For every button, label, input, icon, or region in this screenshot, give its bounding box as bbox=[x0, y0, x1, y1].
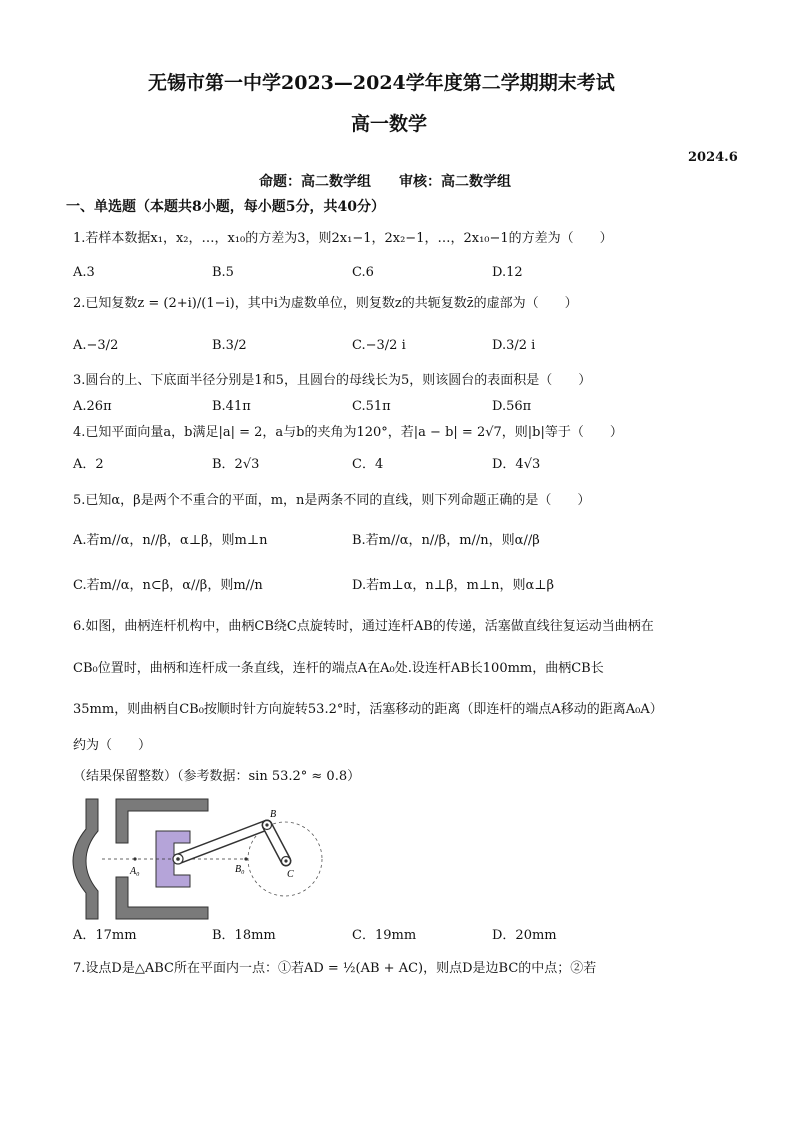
q4-option-b: B．2√3 bbox=[212, 457, 260, 472]
q3-stem: 3.圆台的上、下底面半径分别是1和5，且圆台的母线长为5，则该圆台的表面积是（ ） bbox=[73, 373, 592, 388]
q2-option-b: B.3/2 bbox=[212, 338, 247, 353]
q4-option-d: D．4√3 bbox=[492, 457, 541, 472]
q6-line2: CB₀位置时，曲柄和连杆成一条直线，连杆的端点A在A₀处.设连杆AB长100mm，曲柄CB长 bbox=[73, 661, 604, 676]
connecting-rod-fill bbox=[178, 825, 267, 859]
q5-option-c: C.若m//α，n⊂β，α//β，则m//n bbox=[73, 578, 263, 593]
cylinder-wall-left bbox=[73, 799, 98, 919]
q4-stem: 4.已知平面向量a，b满足|a| = 2，a与b的夹角为120°，若|a − b| = 2√7，则|b|等于（ ） bbox=[73, 425, 623, 440]
q6-note: （结果保留整数）（参考数据：sin 53.2° ≈ 0.8） bbox=[73, 769, 361, 784]
exam-subject: 高一数学 bbox=[351, 113, 428, 135]
q1-option-b: B.5 bbox=[212, 265, 234, 280]
q6-option-b: B．18mm bbox=[212, 928, 276, 943]
label-b0: B₀ bbox=[235, 864, 245, 875]
q3-option-a: A.26π bbox=[73, 399, 112, 414]
q1-option-d: D.12 bbox=[492, 265, 523, 280]
q1-option-a: A.3 bbox=[73, 265, 95, 280]
q4-option-c: C．4 bbox=[352, 457, 384, 472]
q6-line3: 35mm，则曲柄自CB₀按顺时针方向旋转53.2°时，活塞移动的距离（即连杆的端点A移动的距离A₀A） bbox=[73, 702, 663, 717]
exam-title: 无锡市第一中学2023—2024学年度第二学期期末考试 bbox=[148, 72, 615, 94]
q2-option-d: D.3/2 i bbox=[492, 338, 536, 353]
exam-authors: 命题：高二数学组 审核：高二数学组 bbox=[259, 174, 511, 190]
q6-line4: 约为（ ） bbox=[73, 738, 152, 753]
q3-option-d: D.56π bbox=[492, 399, 532, 414]
crank-fill bbox=[267, 825, 286, 861]
q3-option-b: B.41π bbox=[212, 399, 251, 414]
q2-stem: 2.已知复数z = (2+i)/(1−i)，其中i为虚数单位，则复数z的共轭复数z̄的虚部为（ ） bbox=[73, 296, 578, 311]
q5-option-b: B.若m//α，n//β，m//n，则α//β bbox=[352, 533, 540, 548]
q5-option-a: A.若m//α，n//β，α⊥β，则m⊥n bbox=[73, 533, 268, 548]
q1-stem: 1.若样本数据x₁，x₂，…，x₁₀的方差为3，则2x₁−1，2x₂−1，…，2x₁₀−1的方差为（ ） bbox=[73, 231, 613, 246]
q6-option-d: D．20mm bbox=[492, 928, 557, 943]
q5-option-d: D.若m⊥α，n⊥β，m⊥n，则α⊥β bbox=[352, 578, 554, 593]
q6-option-a: A．17mm bbox=[73, 928, 137, 943]
q3-option-c: C.51π bbox=[352, 399, 391, 414]
q2-option-c: C.−3/2 i bbox=[352, 338, 406, 353]
q4-option-a: A．2 bbox=[73, 457, 104, 472]
q6-option-c: C．19mm bbox=[352, 928, 417, 943]
q2-option-a: A.−3/2 bbox=[73, 338, 119, 353]
label-b: B bbox=[270, 809, 277, 820]
crank-mechanism-figure bbox=[68, 797, 338, 927]
exam-date: 2024.6 bbox=[688, 150, 738, 165]
label-a0: A₀ bbox=[130, 866, 140, 877]
q5-stem: 5.已知α，β是两个不重合的平面，m，n是两条不同的直线，则下列命题正确的是（ ） bbox=[73, 493, 591, 508]
q6-line1: 6.如图，曲柄连杆机构中，曲柄CB绕C点旋转时，通过连杆AB的传递，活塞做直线往复运动当曲柄在 bbox=[73, 619, 654, 634]
q1-option-c: C.6 bbox=[352, 265, 374, 280]
q7-stem: 7.设点D是△ABC所在平面内一点：①若AD = ½(AB + AC)，则点D是边BC的中点；②若 bbox=[73, 961, 597, 976]
section-heading: 一、单选题（本题共8小题，每小题5分，共40分） bbox=[66, 199, 385, 215]
label-c: C bbox=[287, 869, 294, 880]
